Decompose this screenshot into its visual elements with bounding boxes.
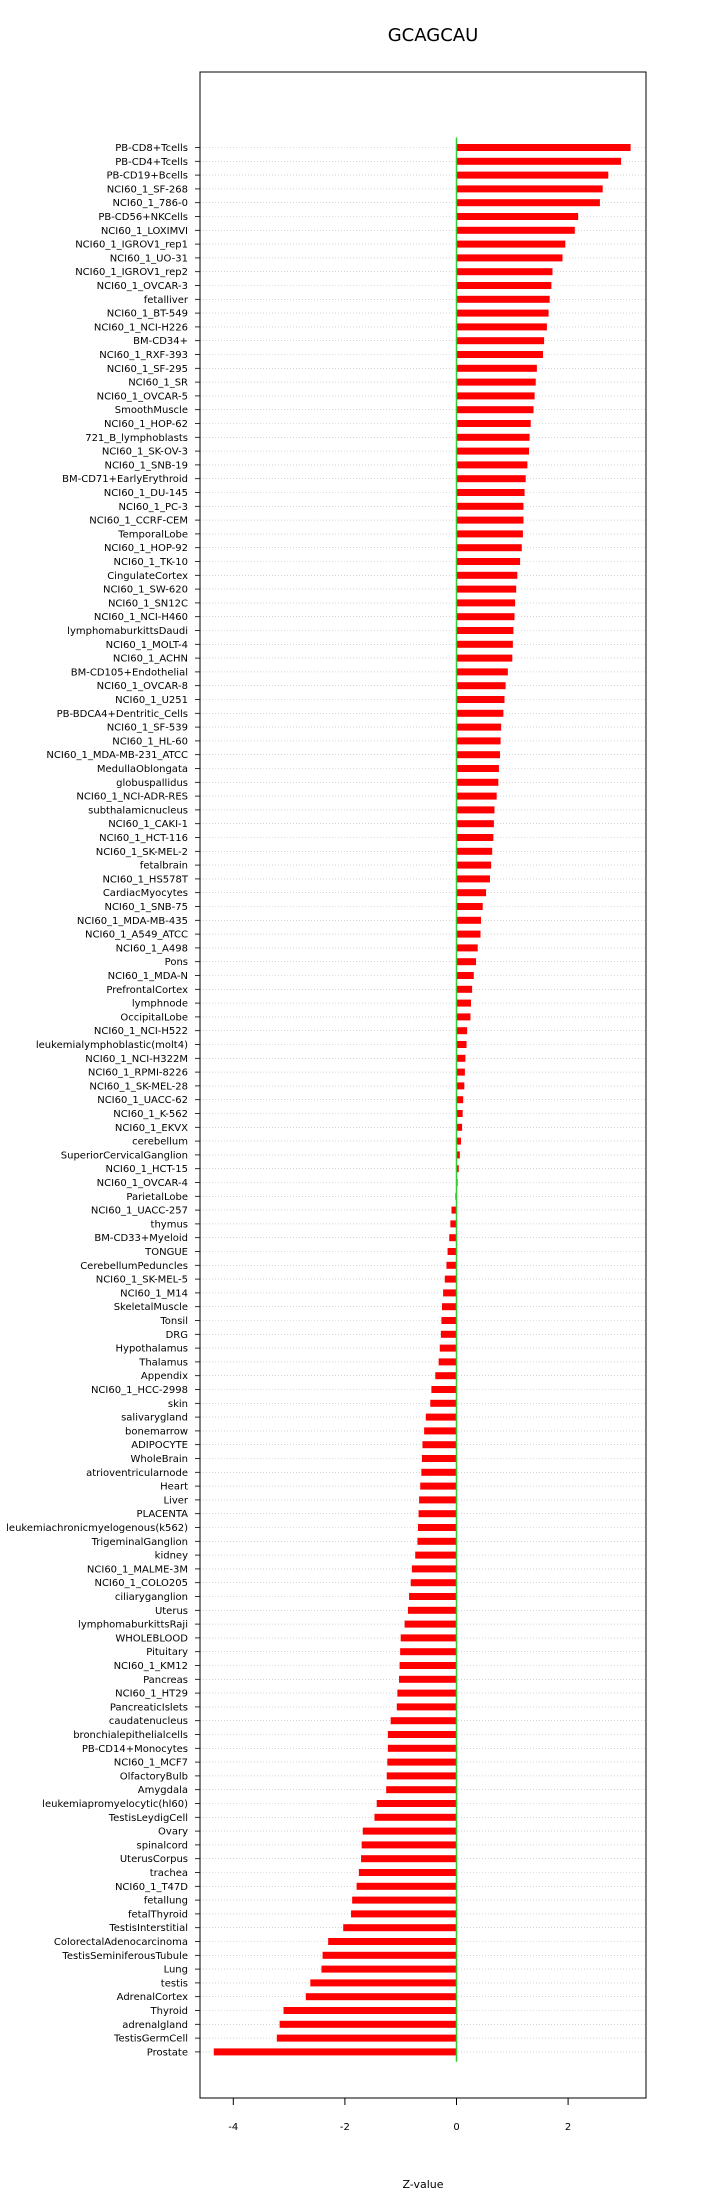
- category-label: ADIPOCYTE: [131, 1440, 188, 1452]
- category-label: trachea: [149, 1868, 188, 1879]
- category-label: NCI60_1_HS578T: [102, 874, 188, 886]
- category-label: AdrenalCortex: [116, 1992, 188, 2004]
- bar: [457, 793, 497, 800]
- bar: [457, 268, 553, 275]
- bar: [457, 158, 622, 165]
- category-label: thymus: [150, 1219, 188, 1231]
- category-label: NCI60_1_TK-10: [113, 557, 188, 568]
- bar: [457, 296, 550, 303]
- bar: [419, 1496, 456, 1503]
- category-label: ColorectalAdenocarcinoma: [53, 1937, 188, 1948]
- category-label: Prostate: [146, 2047, 188, 2059]
- category-label: CingulateCortex: [107, 570, 188, 582]
- category-label: NCI60_1_HOP-92: [103, 543, 188, 555]
- bar: [417, 1538, 456, 1545]
- category-label: ParietalLobe: [126, 1191, 188, 1203]
- bar: [457, 779, 499, 786]
- category-label: Hypothalamus: [115, 1343, 188, 1355]
- category-label: subthalamicnucleus: [88, 805, 188, 817]
- category-label: globuspallidus: [116, 777, 188, 789]
- category-label: TemporalLobe: [118, 529, 188, 541]
- category-label: NCI60_1_RPMI-8226: [87, 1067, 188, 1079]
- bar: [457, 737, 501, 744]
- category-label: Tonsil: [160, 1316, 188, 1327]
- bar: [439, 1358, 457, 1365]
- bar: [457, 1096, 464, 1103]
- bar: [409, 1593, 456, 1600]
- category-label: NCI60_1_HCT-116: [99, 833, 188, 844]
- bar: [457, 227, 575, 234]
- bar: [457, 696, 505, 703]
- bar: [457, 241, 566, 248]
- bar: [426, 1414, 457, 1421]
- category-label: salivarygland: [121, 1412, 188, 1424]
- bar: [362, 1841, 457, 1848]
- category-label: TONGUE: [145, 1247, 188, 1258]
- bar: [457, 586, 517, 593]
- bar: [457, 461, 528, 468]
- bar: [457, 199, 600, 206]
- bar: [405, 1621, 457, 1628]
- chart-title: GCAGCAU: [387, 25, 479, 46]
- category-label: TrigeminalGanglion: [91, 1536, 188, 1548]
- category-label: NCI60_1_DU-145: [103, 488, 188, 499]
- category-label: Pancreas: [143, 1674, 188, 1686]
- bar: [387, 1759, 456, 1766]
- category-label: NCI60_1_NCI-H522: [93, 1026, 188, 1038]
- category-label: ciliaryganglion: [114, 1592, 188, 1603]
- bar: [328, 1938, 456, 1945]
- category-label: NCI60_1_MOLT-4: [105, 639, 188, 651]
- bar: [457, 931, 481, 938]
- bar: [457, 668, 508, 675]
- category-label: NCI60_1_HL-60: [112, 736, 188, 748]
- bar: [310, 1979, 456, 1986]
- category-label: NCI60_1_KM12: [113, 1661, 188, 1672]
- plot-frame: [200, 72, 646, 2098]
- bar: [457, 530, 523, 537]
- bar: [421, 1469, 456, 1476]
- category-label: NCI60_1_NCI-H226: [93, 322, 188, 334]
- bar: [430, 1400, 456, 1407]
- bar: [457, 972, 474, 979]
- bar: [280, 2021, 457, 2028]
- bar: [363, 1828, 457, 1835]
- category-label: NCI60_1_PC-3: [118, 501, 188, 513]
- gridlines: [200, 148, 646, 2052]
- category-label: OccipitalLobe: [120, 1012, 188, 1024]
- category-label: Lung: [163, 1964, 188, 1976]
- bar: [457, 848, 493, 855]
- category-label: PancreaticIslets: [109, 1702, 188, 1714]
- bar: [422, 1441, 456, 1448]
- category-label: BM-CD71+EarlyErythroid: [62, 474, 188, 486]
- category-label: Pons: [164, 957, 188, 969]
- category-label: Ovary: [158, 1826, 188, 1838]
- bar: [214, 2048, 457, 2055]
- category-label: Thalamus: [139, 1357, 188, 1369]
- category-label: SkeletalMuscle: [113, 1302, 188, 1314]
- category-label: TestisLeydigCell: [108, 1812, 188, 1824]
- bar: [424, 1427, 456, 1434]
- x-tick-label: 0: [453, 2122, 460, 2133]
- bar: [351, 1910, 456, 1917]
- bar: [374, 1814, 456, 1821]
- x-tick-label: 2: [564, 2122, 572, 2133]
- category-label: NCI60_1_786-0: [112, 198, 188, 210]
- bar: [401, 1634, 457, 1641]
- category-label: NCI60_1_MDA-MB-231_ATCC: [46, 750, 188, 762]
- x-axis-label: Z-value: [402, 2178, 444, 2191]
- category-label: WHOLEBLOOD: [115, 1633, 188, 1645]
- bar: [387, 1772, 457, 1779]
- bar: [449, 1234, 456, 1241]
- category-label: Uterus: [154, 1605, 188, 1617]
- category-label: testis: [160, 1978, 188, 1990]
- bar: [457, 655, 513, 662]
- bar: [457, 185, 603, 192]
- category-label: NCI60_1_NCI-H460: [93, 612, 188, 624]
- category-label: NCI60_1_SK-MEL-5: [95, 1274, 188, 1286]
- category-label: Amygdala: [137, 1785, 188, 1797]
- category-label: NCI60_1_OVCAR-5: [96, 391, 188, 403]
- bar: [457, 986, 473, 993]
- bar: [284, 2007, 457, 2014]
- bar: [443, 1289, 456, 1296]
- bar: [457, 944, 478, 951]
- category-labels: [6, 143, 200, 2058]
- category-label: PB-BDCA4+Dentritic_Cells: [56, 708, 188, 720]
- bar: [386, 1786, 456, 1793]
- bar: [457, 613, 515, 620]
- category-label: NCI60_1_SF-268: [106, 184, 188, 196]
- category-label: NCI60_1_CAKI-1: [108, 819, 188, 831]
- category-label: WholeBrain: [130, 1454, 188, 1465]
- category-label: NCI60_1_T47D: [114, 1881, 188, 1893]
- category-label: BM-CD33+Myeloid: [94, 1233, 188, 1245]
- bar: [457, 503, 524, 510]
- category-label: fetalbrain: [139, 860, 188, 872]
- category-label: PB-CD4+Tcells: [115, 156, 188, 168]
- bar: [400, 1662, 457, 1669]
- bar: [412, 1565, 457, 1572]
- bar: [420, 1483, 456, 1490]
- category-label: BM-CD34+: [133, 336, 188, 348]
- bar: [451, 1207, 456, 1214]
- category-label: fetallung: [143, 1895, 188, 1907]
- category-label: NCI60_1_HCT-15: [105, 1164, 188, 1176]
- category-label: NCI60_1_UACC-257: [90, 1205, 188, 1217]
- bar: [388, 1731, 457, 1738]
- bar: [418, 1524, 457, 1531]
- bar: [441, 1331, 457, 1338]
- bar: [457, 406, 534, 413]
- bar: [411, 1579, 457, 1586]
- category-label: adrenalgland: [122, 2019, 188, 2031]
- category-label: SmoothMuscle: [114, 405, 188, 417]
- category-label: NCI60_1_OVCAR-3: [96, 281, 188, 292]
- category-label: SuperiorCervicalGanglion: [60, 1150, 188, 1162]
- category-label: Pituitary: [146, 1647, 188, 1659]
- category-label: NCI60_1_SR: [128, 377, 188, 389]
- bar: [352, 1897, 456, 1904]
- bar: [408, 1607, 457, 1614]
- bar: [441, 1317, 456, 1324]
- category-label: caudatenucleus: [108, 1716, 188, 1728]
- category-label: NCI60_1_SNB-19: [104, 460, 188, 472]
- category-label: NCI60_1_A498: [115, 943, 188, 955]
- category-label: PLACENTA: [136, 1509, 188, 1521]
- category-label: spinalcord: [136, 1840, 188, 1852]
- bar: [419, 1510, 457, 1517]
- bar: [457, 1069, 465, 1076]
- bar: [457, 1027, 468, 1034]
- bar: [457, 323, 547, 330]
- category-label: MedullaOblongata: [96, 764, 188, 775]
- bar: [457, 958, 477, 965]
- category-label: CardiacMyocytes: [102, 888, 188, 900]
- category-label: NCI60_1_U251: [115, 695, 188, 706]
- bar: [422, 1455, 457, 1462]
- category-label: bronchialepithelialcells: [73, 1730, 188, 1741]
- bar: [323, 1952, 457, 1959]
- category-label: NCI60_1_OVCAR-8: [96, 681, 188, 693]
- category-label: NCI60_1_MALME-3M: [86, 1564, 188, 1576]
- bar: [457, 627, 514, 634]
- category-label: NCI60_1_COLO205: [94, 1578, 188, 1590]
- category-label: NCI60_1_SF-295: [106, 363, 188, 375]
- bar: [457, 434, 530, 441]
- bar: [457, 1000, 472, 1007]
- category-label: NCI60_1_BT-549: [106, 308, 188, 320]
- bar: [457, 1055, 466, 1062]
- category-label: OlfactoryBulb: [119, 1771, 188, 1783]
- bar: [457, 834, 494, 841]
- bar: [457, 517, 524, 524]
- category-label: NCI60_1_UO-31: [109, 253, 188, 265]
- category-label: bonemarrow: [125, 1426, 188, 1438]
- bar: [445, 1276, 457, 1283]
- x-tick-label: -4: [228, 2122, 239, 2133]
- bar: [457, 351, 543, 358]
- category-label: NCI60_1_SNB-75: [104, 902, 188, 913]
- bar: [391, 1717, 457, 1724]
- bar: [457, 917, 482, 924]
- bar: [457, 144, 631, 151]
- category-label: leukemialymphoblastic(molt4): [35, 1040, 188, 1051]
- category-label: TestisGermCell: [114, 2033, 188, 2045]
- bar: [457, 862, 492, 869]
- category-label: NCI60_1_SK-MEL-28: [89, 1081, 188, 1093]
- category-label: NCI60_1_RXF-393: [99, 350, 188, 361]
- category-label: fetalliver: [143, 294, 188, 306]
- bar: [435, 1372, 456, 1379]
- category-label: NCI60_1_SK-OV-3: [101, 446, 188, 458]
- category-label: PB-CD19+Bcells: [106, 170, 188, 182]
- bar: [457, 765, 499, 772]
- bar: [457, 820, 494, 827]
- bar: [431, 1386, 456, 1393]
- bar: [343, 1924, 456, 1931]
- category-label: TestisInterstitial: [109, 1923, 188, 1935]
- bar: [457, 365, 537, 372]
- category-label: CerebellumPeduncles: [80, 1260, 188, 1272]
- category-label: Heart: [160, 1481, 188, 1493]
- category-label: NCI60_1_MDA-N: [107, 971, 188, 982]
- bar: [457, 172, 609, 179]
- bar: [457, 213, 579, 220]
- bar: [306, 1993, 457, 2000]
- category-label: NCI60_1_NCI-H322M: [85, 1053, 188, 1065]
- category-label: lymphnode: [131, 998, 188, 1010]
- category-label: PB-CD8+Tcells: [115, 143, 188, 154]
- category-label: PrefrontalCortex: [106, 984, 188, 996]
- category-label: UterusCorpus: [119, 1854, 188, 1866]
- category-label: DRG: [165, 1329, 188, 1341]
- category-label: atrioventricularnode: [86, 1467, 188, 1479]
- bar: [457, 489, 525, 496]
- category-label: leukemiachronicmyelogenous(k562): [6, 1523, 188, 1534]
- category-label: NCI60_1_EKVX: [114, 1122, 188, 1134]
- bar: [457, 310, 549, 317]
- category-label: NCI60_1_UACC-62: [97, 1095, 188, 1107]
- bar: [457, 903, 483, 910]
- category-label: NCI60_1_SK-MEL-2: [95, 846, 188, 858]
- category-label: lymphomaburkittsDaudi: [67, 626, 188, 637]
- category-label: NCI60_1_ACHN: [112, 653, 188, 665]
- bar: [457, 1110, 463, 1117]
- bar: [397, 1703, 457, 1710]
- category-label: Appendix: [140, 1371, 188, 1383]
- bar: [457, 337, 545, 344]
- bar: [357, 1883, 457, 1890]
- category-label: NCI60_1_SW-620: [102, 584, 188, 596]
- x-axis: [228, 2098, 571, 2133]
- bar: [446, 1262, 456, 1269]
- bar: [457, 282, 552, 289]
- category-label: NCI60_1_NCI-ADR-RES: [76, 791, 188, 803]
- bar: [442, 1303, 457, 1310]
- bar: [399, 1676, 456, 1683]
- bar: [450, 1220, 456, 1227]
- category-label: 721_B_lymphoblasts: [85, 432, 188, 444]
- bar: [457, 1041, 467, 1048]
- category-label: BM-CD105+Endothelial: [70, 667, 188, 679]
- bar: [457, 254, 563, 261]
- category-label: kidney: [154, 1550, 188, 1562]
- x-tick-label: -2: [339, 2122, 350, 2133]
- bar: [457, 599, 516, 606]
- category-label: NCI60_1_OVCAR-4: [96, 1178, 188, 1189]
- category-label: NCI60_1_SF-539: [106, 722, 188, 734]
- bar: [277, 2035, 457, 2042]
- bar: [457, 544, 522, 551]
- bar: [397, 1690, 456, 1697]
- bar: [321, 1966, 456, 1973]
- bar: [457, 420, 531, 427]
- bar: [457, 379, 536, 386]
- category-label: NCI60_1_HCC-2998: [90, 1385, 188, 1396]
- category-label: NCI60_1_LOXIMVI: [100, 225, 188, 237]
- category-label: Thyroid: [150, 2006, 188, 2017]
- category-label: skin: [167, 1398, 188, 1410]
- bar: [457, 889, 487, 896]
- category-label: NCI60_1_IGROV1_rep1: [75, 239, 188, 251]
- bar: [377, 1800, 457, 1807]
- bar: [457, 682, 506, 689]
- bar: [457, 448, 530, 455]
- bar: [457, 1082, 465, 1089]
- bar: [457, 392, 535, 399]
- category-label: NCI60_1_HOP-62: [103, 419, 188, 430]
- category-label: leukemiapromyelocytic(hl60): [42, 1799, 188, 1810]
- bar: [457, 641, 513, 648]
- category-label: NCI60_1_HT29: [115, 1688, 188, 1700]
- category-label: NCI60_1_SN12C: [107, 598, 188, 610]
- category-label: NCI60_1_MDA-MB-435: [76, 915, 188, 927]
- category-label: NCI60_1_K-562: [113, 1109, 188, 1120]
- bar: [457, 475, 526, 482]
- category-label: lymphomaburkittsRaji: [78, 1619, 188, 1631]
- category-label: cerebellum: [132, 1136, 188, 1148]
- bar: [361, 1855, 456, 1862]
- category-label: PB-CD14+Monocytes: [81, 1743, 188, 1755]
- category-label: NCI60_1_M14: [120, 1288, 188, 1300]
- bar: [457, 875, 490, 882]
- bar: [457, 558, 521, 565]
- bar: [457, 572, 518, 579]
- bar: [457, 1124, 463, 1131]
- category-label: NCI60_1_A549_ATCC: [85, 929, 188, 941]
- category-label: TestisSeminiferousTubule: [62, 1950, 188, 1962]
- bar: [457, 724, 502, 731]
- bar: [440, 1345, 457, 1352]
- bar: [359, 1869, 457, 1876]
- category-label: Liver: [163, 1495, 188, 1507]
- bar: [457, 806, 495, 813]
- bar: [400, 1648, 456, 1655]
- bar: [388, 1745, 457, 1752]
- bar: [457, 710, 504, 717]
- category-label: NCI60_1_CCRF-CEM: [89, 515, 188, 527]
- bar: [457, 1013, 471, 1020]
- category-label: NCI60_1_MCF7: [113, 1757, 188, 1769]
- category-label: PB-CD56+NKCells: [98, 212, 188, 223]
- category-label: NCI60_1_IGROV1_rep2: [75, 267, 188, 279]
- category-label: fetalThyroid: [128, 1909, 188, 1921]
- bar: [415, 1552, 456, 1559]
- bar: [457, 751, 501, 758]
- bar: [448, 1248, 457, 1255]
